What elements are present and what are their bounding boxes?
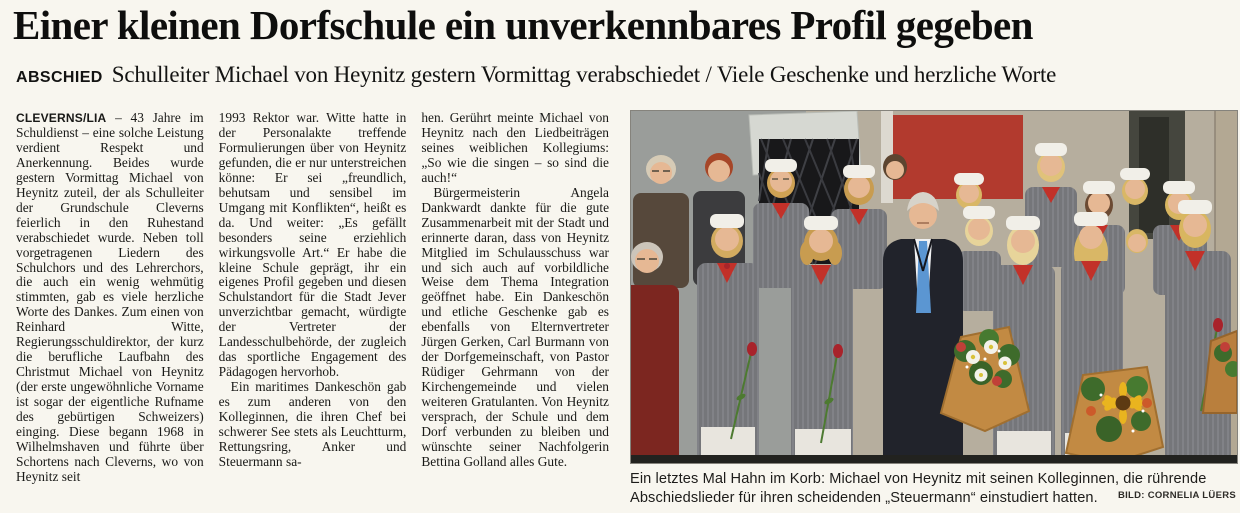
paragraph: 1993 Rektor war. Witte hatte in der Personalakte treffende Formulierungen über von Heynitz gefunden, die er nur unterstreichen könne: Er sei „freundlich, behutsam und sensibel im Umgang mit Konflikten“, heißt es da. Und weiter: „Es gefällt besonders seine erziehlich wirkungsvolle Art.“ Er habe die kleine Schule geprägt, ihr ein eigenes Profil gegeben und diesen Schulstandort für die Stadt Jever unverzichtbar gemacht, würdigte der Vertreter der Landesschulbehörde, der zugleich das sportliche Engagement des Pädagogen hervorhob.	[218, 111, 407, 380]
dateline: CLEVERNS/LIA	[16, 111, 107, 125]
article-column-1	[16, 111, 204, 505]
paragraph: hen. Gerührt meinte Michael von Heynitz nach den Liedbeiträgen seines weiblichen Kollegiums: „So wie die singen – so sind die auch!“	[421, 111, 610, 185]
photo-caption-block	[630, 470, 1238, 507]
person-figure	[883, 154, 907, 180]
article-column-2	[219, 111, 407, 505]
article-body	[16, 111, 609, 505]
person-figure	[1126, 229, 1148, 253]
article-photo	[630, 110, 1238, 464]
article-headline: Einer kleinen Dorfschule ein unverkennbares Profil gegeben	[13, 2, 1033, 48]
article-column-3	[421, 111, 609, 505]
kicker-label: ABSCHIED	[16, 69, 103, 86]
photo-caption: Ein letztes Mal Hahn im Korb: Michael von Heynitz mit seinen Kolleginnen, die rührende Abschiedslieder für ihren scheidenden „Steuermann“ einstudiert hatten.	[630, 471, 1207, 506]
article-subheadline-row	[16, 62, 1226, 88]
group-photo-illustration	[631, 111, 1237, 463]
paragraph-text: – 43 Jahre im Schuldienst – eine solche Leistung verdient Respekt und Anerkennung. Beides wurde gestern Vormittag Michael von Heynitz zuteil, der als Schulleiter der Grundschule Cleverns feierlich in den Ruhestand verabschiedet wurde. Neben toll vorgetragenen Liedern des Schulchors und des Lehrerchors, die auch ein wenig wehmütig stimmten, gab es viele herzliche Worte des Dankes. Zum einen von Reinhard Witte, Regierungsschuldirektor, der kurz die berufliche Laufbahn des Christmut Michael von Heynitz (der erste ungewöhnliche Vorname ist sogar der eigentliche Rufname des gebürtigen Schweizers) einging. Diese begann 1968 in Wilhelmshaven und führte über Schortens nach Cleverns, wo von Heynitz seit	[16, 111, 204, 484]
paragraph	[16, 111, 204, 485]
photo-credit: BILD: CORNELIA LÜERS	[1117, 489, 1236, 501]
paragraph: Bürgermeisterin Angela Dankwardt dankte für die gute Zusammenarbeit mit der Stadt und erinnerte daran, dass von Heynitz Mitglied im Schulausschuss war und sich auch auf vorbildliche Weise dem Thema Integration geöffnet habe. Ein Dankeschön und etliche Geschenke gab es ebenfalls von Elternvertreter Jürgen Gerken, Carl Burmann von der Dorfgemeinschaft, von Pastor Rüdiger Gehrmann von der Kirchengemeinde und vielen weiteren Gratulanten. Von Heynitz versprach, der Schule und dem Dorf verbunden zu bleiben und wünschte seiner Nachfolgerin Bettina Golland alles Gute.	[421, 184, 610, 469]
paragraph: Ein maritimes Dankeschön gab es zum anderen von den Kolleginnen, die ihren Chef bei schwerer See stets als Leuchtturm, Rettungsring, Anker und Steuermann sa-	[218, 379, 407, 469]
photo-bottom-shadow	[631, 455, 1237, 463]
article-subheadline: Schulleiter Michael von Heynitz gestern Vormittag verabschiedet / Viele Geschenke und herzliche Worte	[111, 62, 1057, 87]
